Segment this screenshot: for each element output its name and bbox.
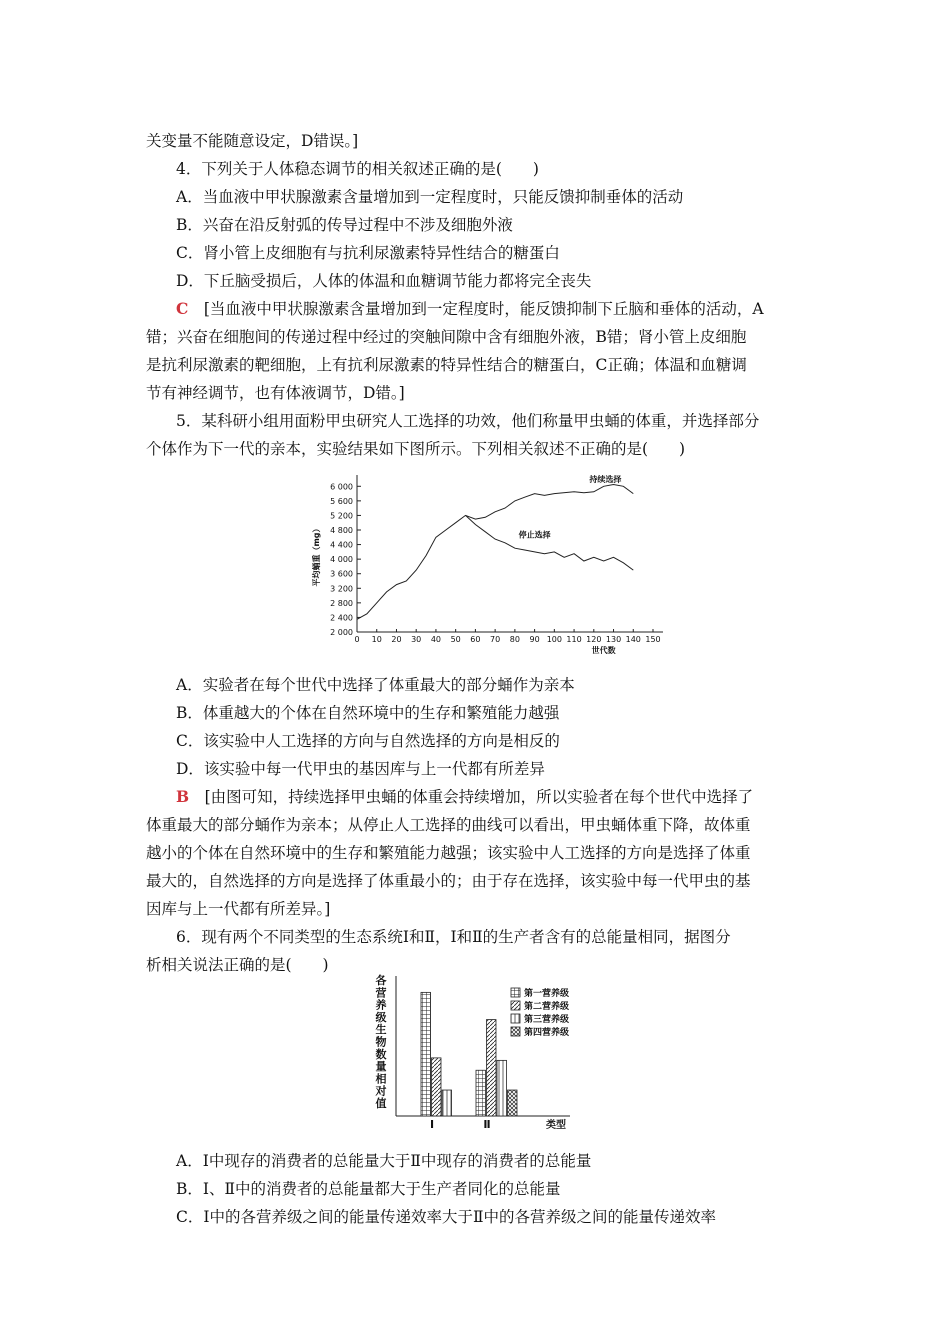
answer-5: B [176,787,190,806]
bar [508,1090,518,1116]
answer-5-line: B [由图可知，持续选择甲虫蛹的体重会持续增加，所以实验者在每个世代中选择了 [176,787,754,806]
x-tick-label: 60 [470,635,481,644]
text-line: 个体作为下一代的亲本，实验结果如下图所示。下列相关叙述不正确的是( ) [146,440,686,458]
x-tick-label: 100 [546,635,562,644]
question-4-stem: 4．下列关于人体稳态调节的相关叙述正确的是( ) [176,160,539,178]
x-tick-label: 140 [625,635,641,644]
y-tick-label: 2 400 [330,613,353,623]
x-tick-label: 50 [450,635,461,644]
y-tick-label: 4 800 [330,526,353,535]
y-tick-label: 3 600 [330,569,353,579]
bar [497,1060,507,1116]
line-chart [300,462,690,660]
legend-label: 第四营养级 [524,1028,570,1038]
text-line: 析相关说法正确的是( ) [146,956,329,974]
option-4a: A．当血液中甲状腺激素含量增加到一定程度时，只能反馈抑制垂体的活动 [176,188,684,206]
option-4d: D．下丘脑受损后，人体的体温和血糖调节能力都将完全丧失 [176,272,592,290]
y-axis-label-char: 生 [375,1023,387,1037]
legend-swatch [511,1014,520,1023]
bar [487,1020,497,1116]
x-axis-label: 世代数 [591,646,616,655]
text-line: 因库与上一代都有所差异。] [146,900,331,918]
y-tick-label: 6 000 [330,482,353,492]
legend-swatch [511,1027,520,1036]
y-axis-label-char: 营 [375,986,387,1000]
option-5a: A．实验者在每个世代中选择了体重最大的部分蛹作为亲本 [176,676,575,694]
option-5b: B．体重越大的个体在自然环境中的生存和繁殖能力越强 [176,704,560,722]
option-6a: A．Ⅰ中现存的消费者的总能量大于Ⅱ中现存的消费者的总能量 [176,1152,592,1170]
y-axis-label-char: 值 [375,1097,387,1110]
y-axis-label-char: 级 [375,1010,387,1024]
y-tick-label: 4 400 [330,540,353,550]
y-axis-label-char: 相 [375,1072,387,1086]
x-tick-label: 150 [645,635,661,644]
text-line: 越小的个体在自然环境中的生存和繁殖能力越强；该实验中人工选择的方向是选择了体重 [146,844,751,862]
x-tick-label: 120 [586,635,602,644]
x-tick-label: 70 [490,635,501,644]
answer-4: C [176,299,189,318]
option-4b: B．兴奋在沿反射弧的传导过程中不涉及细胞外液 [176,216,513,234]
y-axis-label-char: 物 [375,1035,387,1049]
series-label-1: 停止选择 [518,530,551,540]
x-tick-label: 0 [354,635,360,644]
y-tick-label: 3 200 [330,584,353,594]
legend-label: 第一营养级 [524,989,570,999]
legend-label: 第三营养级 [524,1015,570,1025]
bar [476,1070,486,1116]
y-tick-label: 5 200 [330,511,353,521]
y-axis-label-char: 量 [375,1060,387,1074]
series-label-0: 持续选择 [589,474,622,484]
question-5-stem: 5．某科研小组用面粉甲虫研究人工选择的功效，他们称量甲虫蛹的体重，并选择部分 [176,412,760,430]
y-tick-label: 2 000 [330,628,353,637]
text-line: 是抗利尿激素的靶细胞，上有抗利尿激素的特异性结合的糖蛋白，C正确；体温和血糖调 [146,356,747,374]
y-axis-label: 平均蛹重（mg） [312,524,321,587]
legend-label: 第二营养级 [524,1002,570,1012]
y-axis-label-char: 养 [375,998,387,1012]
y-tick-label: 4 000 [330,555,353,565]
option-6b: B．Ⅰ、Ⅱ中的消费者的总能量都大于生产者同化的总能量 [176,1180,561,1198]
option-4c: C．肾小管上皮细胞有与抗利尿激素特异性结合的糖蛋白 [176,244,560,262]
question-6-stem: 6．现有两个不同类型的生态系统Ⅰ和Ⅱ，Ⅰ和Ⅱ的生产者含有的总能量相同，据图分 [176,928,731,946]
bar [442,1090,452,1116]
text-line: 节有神经调节，也有体液调节，D错。] [146,384,405,402]
option-5d: D．该实验中每一代甲虫的基因库与上一代都有所差异 [176,760,545,778]
category-label: Ⅱ [483,1118,491,1131]
y-tick-label: 5 600 [330,496,353,506]
option-6c: C．Ⅰ中的各营养级之间的能量传递效率大于Ⅱ中的各营养级之间的能量传递效率 [176,1208,717,1226]
y-axis-label-char: 对 [375,1084,387,1098]
bar [432,1058,442,1116]
bar-chart [370,970,630,1138]
legend-swatch [511,1001,520,1010]
x-tick-label: 80 [509,635,520,644]
x-tick-label: 40 [430,635,442,644]
x-tick-label: 110 [566,635,582,644]
text-line: 最大的，自然选择的方向是选择了体重最小的；由于存在选择，该实验中每一代甲虫的基 [146,872,751,890]
answer-4-line: C [当血液中甲状腺激素含量增加到一定程度时，能反馈抑制下丘脑和垂体的活动，A [176,299,764,318]
option-5c: C．该实验中人工选择的方向与自然选择的方向是相反的 [176,732,560,750]
text-line: 错；兴奋在细胞间的传递过程中经过的突触间隙中含有细胞外液，B错；肾小管上皮细胞 [146,328,747,346]
text-line: 关变量不能随意设定，D错误。] [146,132,359,150]
category-label: Ⅰ [429,1118,435,1131]
x-tick-label: 90 [529,635,540,644]
legend-swatch [511,988,520,997]
x-tick-label: 10 [371,635,382,644]
x-tick-label: 20 [391,635,402,644]
x-axis-label: 类型 [546,1120,566,1131]
y-tick-label: 2 800 [330,598,353,608]
x-tick-label: 130 [605,635,622,644]
series-line-1 [466,515,634,570]
y-axis-label-char: 数 [375,1047,387,1061]
series-line-0 [357,485,633,620]
bar [421,992,431,1116]
text-line: 体重最大的部分蛹作为亲本；从停止人工选择的曲线可以看出，甲虫蛹体重下降，故体重 [146,816,751,834]
x-tick-label: 30 [411,635,422,644]
y-axis-label-char: 各 [375,974,387,987]
